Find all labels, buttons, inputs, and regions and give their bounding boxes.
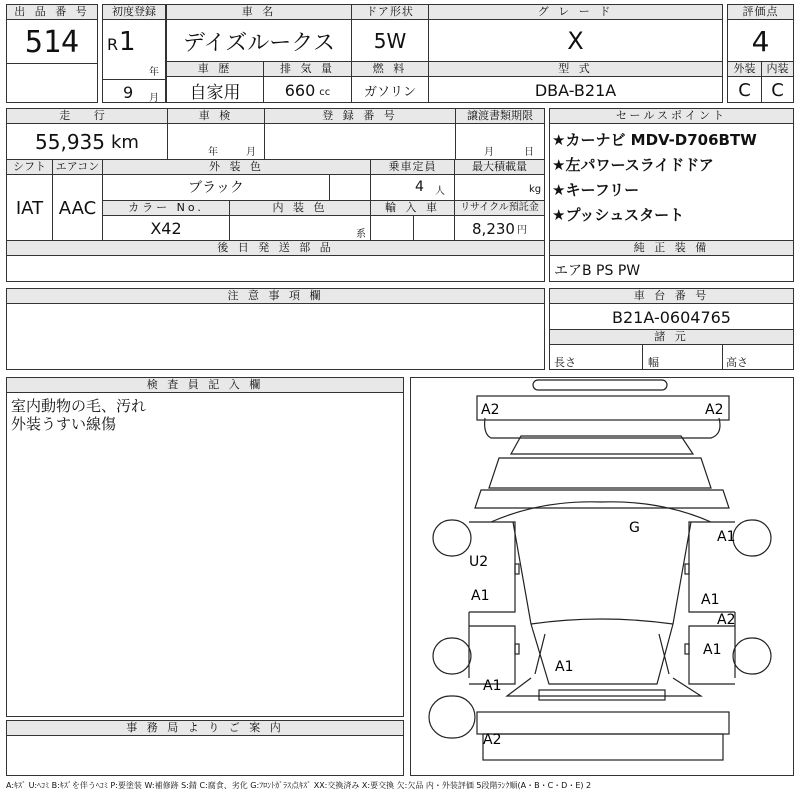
door-box <box>351 4 429 62</box>
damage-mark: A2 <box>483 732 502 748</box>
first-reg-year: 1 <box>119 27 136 57</box>
door-type: 5W <box>373 29 407 53</box>
score-label: 評価点 <box>728 5 793 20</box>
grade-label: グ レ ー ド <box>429 5 722 20</box>
inspector-note-1: 室内動物の毛、汚れ <box>11 397 147 415</box>
max-load-unit: kg <box>529 184 542 195</box>
ac: AAC <box>58 197 97 219</box>
body-color-box <box>102 159 371 201</box>
equipment-box <box>549 240 794 282</box>
fuel-box <box>351 61 429 103</box>
displacement-unit: cc <box>319 86 331 98</box>
car-name-box <box>166 4 352 62</box>
exterior-label: 外装 <box>728 62 761 77</box>
length-label: 長さ <box>554 356 576 369</box>
interior-label: 内装 <box>762 62 793 77</box>
lot-number: 514 <box>24 24 80 60</box>
chassis-label: 車 台 番 号 <box>550 289 793 304</box>
history: 自家用 <box>189 82 241 103</box>
later-parts-label: 後 日 発 送 部 品 <box>7 241 544 256</box>
registration-number-box <box>264 108 456 160</box>
damage-mark: A2 <box>705 402 724 418</box>
sales-point-1: ★カーナビ MDV-D706BTW <box>552 131 757 149</box>
mileage: 55,935 <box>35 130 105 154</box>
car-name-label: 車 名 <box>167 5 351 20</box>
model-box <box>428 61 723 103</box>
ac-label: エアコン <box>53 160 102 175</box>
capacity-unit: 人 <box>435 186 445 197</box>
dimensions-box <box>549 329 794 370</box>
notes-label: 注 意 事 項 欄 <box>7 289 544 304</box>
inspection-year-unit: 年 <box>208 147 218 158</box>
lot-number-box <box>6 4 98 64</box>
interior-color-box <box>229 200 371 241</box>
capacity-box <box>370 159 455 201</box>
shift: IAT <box>15 197 44 219</box>
mileage-unit: km <box>111 131 139 153</box>
ac-box <box>52 159 103 241</box>
year-unit: 年 <box>149 67 159 78</box>
transfer-day-unit: 日 <box>524 147 534 158</box>
interior-grade: C <box>771 79 784 101</box>
damage-mark: A2 <box>717 612 736 628</box>
inspector-label: 検 査 員 記 入 欄 <box>7 378 403 393</box>
equipment: エアB PS PW <box>554 263 641 279</box>
era: R <box>107 35 119 54</box>
inspector-box <box>6 377 404 717</box>
model-code: DBA-B21A <box>534 80 617 100</box>
recycle-label: リサイクル預託金 <box>455 201 544 216</box>
lot-number-label: 出 品 番 号 <box>7 5 97 20</box>
shift-box <box>6 159 53 241</box>
damage-mark: A1 <box>471 588 490 604</box>
dimensions-label: 諸 元 <box>550 330 793 345</box>
interior-color-label: 内 装 色 <box>230 201 370 216</box>
sales-point-2: ★左パワースライドドア <box>552 156 714 174</box>
sales-point-3: ★キーフリー <box>552 181 640 199</box>
later-parts-box <box>6 240 545 282</box>
car-diagram <box>411 378 793 775</box>
grade-box <box>428 4 723 62</box>
door-label: ドア形状 <box>352 5 428 20</box>
import-box <box>370 200 455 241</box>
damage-mark: A1 <box>703 642 722 658</box>
displacement: 660 <box>284 80 316 100</box>
sales-points-box <box>549 108 794 241</box>
recycle-fee: 8,230 <box>472 219 515 238</box>
score-box <box>727 4 794 62</box>
import-label: 輸 入 車 <box>371 201 454 216</box>
first-reg-month: 9 <box>123 83 134 102</box>
shift-label: シフト <box>7 160 52 175</box>
transfer-deadline-box <box>455 108 545 160</box>
damage-mark: A1 <box>717 529 736 545</box>
office-box <box>6 720 404 776</box>
sales-point-4: ★プッシュスタート <box>552 206 685 224</box>
color-number-box <box>102 200 230 241</box>
inspection-box <box>167 108 265 160</box>
fuel-label: 燃 料 <box>352 62 428 77</box>
first-registration-label: 初度登録 <box>103 5 165 20</box>
car-name: デイズルークス <box>182 30 336 56</box>
damage-mark: A2 <box>481 402 500 418</box>
width-label: 幅 <box>648 356 659 369</box>
model-label: 型 式 <box>429 62 722 77</box>
damage-mark: A1 <box>483 678 502 694</box>
chassis-box <box>549 288 794 330</box>
interior-box <box>761 61 794 103</box>
color-number: X42 <box>150 219 182 238</box>
transfer-deadline-label: 譲渡書類期限 <box>456 109 544 124</box>
color-number-label: カラー No. <box>103 201 229 216</box>
body-color-label: 外 装 色 <box>103 160 370 175</box>
transfer-month-unit: 月 <box>484 147 494 158</box>
inspection-label: 車 検 <box>168 109 264 124</box>
car-diagram-box <box>410 377 794 776</box>
damage-mark: U2 <box>469 554 489 570</box>
notes-box <box>6 288 545 370</box>
registration-number-label: 登 録 番 号 <box>265 109 455 124</box>
max-load-label: 最大積載量 <box>455 160 544 175</box>
capacity-label: 乗車定員 <box>371 160 454 175</box>
displacement-box <box>263 61 352 103</box>
grade: X <box>567 27 584 55</box>
recycle-box <box>454 200 545 241</box>
office-label: 事 務 局 よ り ご 案 内 <box>7 721 403 736</box>
inspector-note-2: 外装うすい線傷 <box>11 415 117 433</box>
lot-number-spacer <box>6 63 98 103</box>
first-registration-box <box>102 4 166 103</box>
max-load-box <box>454 159 545 201</box>
body-color: ブラック <box>188 180 244 196</box>
chassis-number: B21A-0604765 <box>612 307 731 327</box>
capacity: 4 <box>415 179 424 195</box>
mileage-label: 走 行 <box>7 109 167 124</box>
mileage-box <box>6 108 168 160</box>
displacement-label: 排 気 量 <box>264 62 351 77</box>
interior-color-unit: 系 <box>356 229 366 240</box>
recycle-unit: 円 <box>516 225 527 236</box>
month-unit: 月 <box>149 93 159 104</box>
damage-mark: A1 <box>555 659 574 675</box>
legend: A:ｷｽﾞ U:ﾍｺﾐ B:ｷｽﾞを伴うﾍｺﾐ P:要塗装 W:補修跡 S:錆 C:腐食、劣化 G:ﾌﾛﾝﾄｶﾞﾗｽ点ｷｽﾞ XX:交換済み X:要交換 欠:欠品 内・外装評価 5段階ﾗﾝｸ順(A・B・C・D・E) 2 <box>6 781 592 790</box>
height-label: 高さ <box>726 356 748 369</box>
damage-mark: A1 <box>701 592 720 608</box>
inspection-month-unit: 月 <box>246 147 256 158</box>
score: 4 <box>751 24 770 58</box>
history-label: 車 歴 <box>167 62 263 77</box>
exterior-grade: C <box>738 79 751 101</box>
damage-mark: G <box>629 520 640 536</box>
fuel: ガソリン <box>363 84 416 100</box>
exterior-box <box>727 61 762 103</box>
sales-points-label: セールスポイント <box>550 109 793 124</box>
equipment-label: 純 正 装 備 <box>550 241 793 256</box>
history-box <box>166 61 264 103</box>
